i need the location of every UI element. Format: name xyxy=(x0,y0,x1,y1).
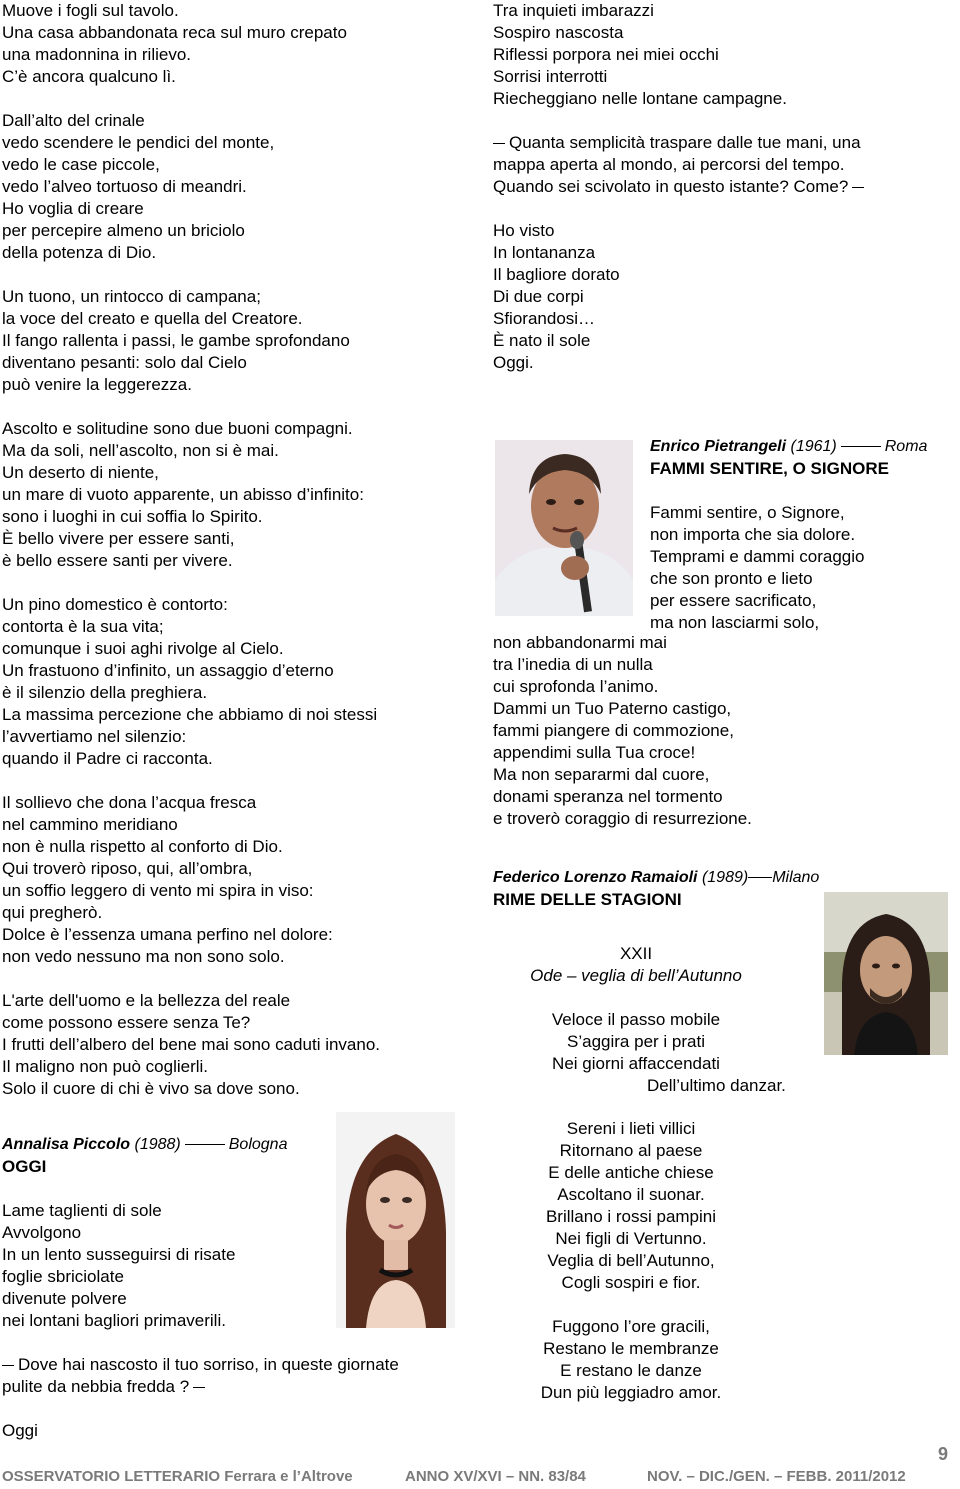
poem-line: Nei giorni affaccendati xyxy=(552,1054,720,1073)
poem-line: non vedo nessuno ma non sono solo. xyxy=(2,947,285,966)
poem-number: XXII xyxy=(619,944,653,963)
poem-line: come possono essere senza Te? xyxy=(2,1013,251,1032)
poem-line: Dun più leggiadro amor. xyxy=(540,1383,722,1402)
poem-line: tra l’inedia di un nulla xyxy=(493,655,653,674)
poem-line: appendimi sulla Tua croce! xyxy=(493,743,696,762)
dash-rule xyxy=(841,446,881,447)
issue-number: ANNO XV/XVI – NN. 83/84 xyxy=(405,1468,586,1485)
poem-line: Dell’ultimo danzar. xyxy=(647,1076,786,1095)
poem-line: I frutti dell’albero del bene mai sono caduti invano. xyxy=(2,1035,381,1054)
dash-rule xyxy=(748,877,772,878)
poem-line: ma non lasciarmi solo, xyxy=(650,613,820,632)
poem-line: che son pronto e lieto xyxy=(650,569,813,588)
author-byline xyxy=(493,867,953,889)
poem-line: Sfiorandosi… xyxy=(493,309,596,328)
stanza xyxy=(650,502,950,634)
poem-line: Ascoltano il suonar. xyxy=(557,1185,705,1204)
pietrangeli-section xyxy=(650,436,950,634)
poem-line: Di due corpi xyxy=(493,287,584,306)
stanza xyxy=(493,132,953,198)
poem-line: Il fango rallenta i passi, le gambe sprofondano xyxy=(2,331,350,350)
poem-line: Oggi. xyxy=(493,353,534,372)
poem-line: mappa aperta al mondo, ai percorsi del tempo. xyxy=(493,155,845,174)
poem-line: Muove i fogli sul tavolo. xyxy=(2,1,179,20)
dash-rule xyxy=(185,1144,225,1145)
poem-line: C’è ancora qualcuno lì. xyxy=(2,67,176,86)
poem-line: nel cammino meridiano xyxy=(2,815,178,834)
poem-line: cui sprofonda l’animo. xyxy=(493,677,659,696)
poem-line: In un lento susseguirsi di risate xyxy=(2,1245,236,1264)
stanza xyxy=(490,1118,772,1294)
stanza xyxy=(2,418,472,572)
stanza xyxy=(2,0,472,88)
poem-line: Sereni i lieti villici xyxy=(566,1119,696,1138)
journal-name: OSSERVATORIO LETTERARIO Ferrara e l’Altrove xyxy=(2,1468,353,1485)
poem-line: Fuggono l’ore gracili, xyxy=(552,1317,710,1336)
poem-line: un soffio leggero di vento mi spira in viso: xyxy=(2,881,314,900)
stanza xyxy=(490,1316,772,1404)
author-year: (1961) xyxy=(790,438,837,455)
poem-title: OGGI xyxy=(2,1157,47,1176)
poem-line: Riflessi porpora nei miei occhi xyxy=(493,45,719,64)
author-photo-piccolo xyxy=(336,1112,455,1328)
stanza xyxy=(493,220,953,374)
author-name: Federico Lorenzo Ramaioli xyxy=(493,869,698,886)
poem-line: Temprami e dammi coraggio xyxy=(650,547,865,566)
stanza xyxy=(2,286,472,396)
poem-line: Lame taglienti di sole xyxy=(2,1201,162,1220)
author-year: (1988) xyxy=(134,1136,181,1153)
poem-line: Una casa abbandonata reca sul muro crepato xyxy=(2,23,347,42)
poem-line: Un tuono, un rintocco di campana; xyxy=(2,287,261,306)
stanza xyxy=(2,792,472,968)
poem-line: Ho visto xyxy=(493,221,555,240)
poem-line: Riecheggiano nelle lontane campagne. xyxy=(493,89,787,108)
poem-line: per percepire almeno un briciolo xyxy=(2,221,245,240)
author-photo-ramaioli xyxy=(824,892,948,1055)
poem-line: Avvolgono xyxy=(2,1223,82,1242)
poem-line: Oggi xyxy=(2,1421,38,1440)
poem-line: e troverò coraggio di resurrezione. xyxy=(493,809,752,828)
poem-line: è bello essere santi per vivere. xyxy=(2,551,233,570)
poem-line: donami speranza nel tormento xyxy=(493,787,723,806)
stanza xyxy=(2,1354,462,1398)
poem-line: vedo le case piccole, xyxy=(2,155,160,174)
poem-line: contorta è la sua vita; xyxy=(2,617,164,636)
poem-line: Fammi sentire, o Signore, xyxy=(650,503,845,522)
author-byline xyxy=(650,436,950,458)
poem-line: Quando sei scivolato in questo istante? Come? xyxy=(493,176,953,198)
issue-date: NOV. – DIC./GEN. – FEBB. 2011/2012 xyxy=(647,1468,906,1485)
poem-line: Qui troverò riposo, qui, all’ombra, xyxy=(2,859,253,878)
author-city: Bologna xyxy=(228,1136,288,1153)
poem-line: quando il Padre ci racconta. xyxy=(2,749,213,768)
page-number: 9 xyxy=(938,1444,949,1464)
pietrangeli-continued xyxy=(493,632,953,830)
poem-line: Il maligno non può coglierli. xyxy=(2,1057,209,1076)
poem-line: Il sollievo che dona l’acqua fresca xyxy=(2,793,257,812)
poem-line: foglie sbriciolate xyxy=(2,1267,124,1286)
poem-line: Sospiro nascosta xyxy=(493,23,624,42)
poem-subtitle: Ode – veglia di bell’Autunno xyxy=(530,966,742,985)
poem-line: Ma non separarmi dal cuore, xyxy=(493,765,710,784)
author-city: Milano xyxy=(772,869,820,886)
author-name: Enrico Pietrangeli xyxy=(650,438,787,455)
poem-line: vedo l’alveo tortuoso di meandri. xyxy=(2,177,247,196)
poem-line: Ma da soli, nell’ascolto, non si è mai. xyxy=(2,441,279,460)
left-poem xyxy=(2,0,472,1122)
page-footer xyxy=(2,1466,952,1488)
poem-line: della potenza di Dio. xyxy=(2,243,157,262)
ramaioli-poem-continued xyxy=(490,1118,772,1426)
poem-line: vedo scendere le pendici del monte, xyxy=(2,133,275,152)
poem-line: la voce del creato e quella del Creatore. xyxy=(2,309,303,328)
poem-line: non importa che sia dolore. xyxy=(650,525,856,544)
stanza xyxy=(493,0,953,110)
dash-rule xyxy=(493,143,505,144)
poem-line: L'arte dell'uomo e la bellezza del reale xyxy=(2,991,291,1010)
poem-line: È bello vivere per essere santi, xyxy=(2,529,235,548)
poem-line: Un pino domestico è contorto: xyxy=(2,595,228,614)
poem-line: Quanta semplicità traspare dalle tue mani, una xyxy=(493,132,953,154)
poem-line: Un frastuono d’infinito, un assaggio d’eterno xyxy=(2,661,334,680)
author-city: Roma xyxy=(884,438,928,455)
poem-line: l’avvertiamo nel silenzio: xyxy=(2,727,187,746)
stanza xyxy=(2,990,472,1100)
author-name: Annalisa Piccolo xyxy=(2,1136,131,1153)
poem-line: può venire la leggerezza. xyxy=(2,375,192,394)
poem-line: diventano pesanti: solo dal Cielo xyxy=(2,353,247,372)
poem-line: non abbandonarmi mai xyxy=(493,633,667,652)
author-photo-pietrangeli xyxy=(495,440,633,616)
poem-line: Tra inquieti imbarazzi xyxy=(493,1,654,20)
poem-line: E restano le danze xyxy=(560,1361,702,1380)
ramaioli-poem xyxy=(490,943,782,1075)
poem-line: La massima percezione che abbiamo di noi stessi xyxy=(2,705,378,724)
poem-line: divenute polvere xyxy=(2,1289,127,1308)
stanza xyxy=(2,594,472,770)
poem-line: In lontananza xyxy=(493,243,596,262)
poem-line: per essere sacrificato, xyxy=(650,591,817,610)
dash-rule xyxy=(2,1365,14,1366)
poem-line: pulite da nebbia fredda ? xyxy=(2,1376,462,1398)
poem-line: Ritornano al paese xyxy=(559,1141,703,1160)
poem-line: Ho voglia di creare xyxy=(2,199,144,218)
poem-line: Il bagliore dorato xyxy=(493,265,620,284)
dash-rule xyxy=(852,187,864,188)
stanza xyxy=(2,110,472,264)
poem-line: sono i luoghi in cui soffia lo Spirito. xyxy=(2,507,263,526)
poem-line: Nei figli di Vertunno. xyxy=(555,1229,707,1248)
author-year: (1989) xyxy=(701,869,749,886)
poem-line: E delle antiche chiese xyxy=(548,1163,714,1182)
poem-line: È nato il sole xyxy=(493,331,591,350)
poem-line: una madonnina in rilievo. xyxy=(2,45,192,64)
poem-line: Veloce il passo mobile xyxy=(551,1010,721,1029)
poem-line: Veglia di bell’Autunno, xyxy=(547,1251,715,1270)
poem-line: nei lontani bagliori primaverili. xyxy=(2,1311,226,1330)
poem-line: Brillano i rossi pampini xyxy=(545,1207,717,1226)
poem-title: FAMMI SENTIRE, O SIGNORE xyxy=(650,459,889,478)
poem-line: Cogli sospiri e fior. xyxy=(561,1273,701,1292)
poem-line: Ascolto e solitudine sono due buoni compagni. xyxy=(2,419,353,438)
poem-line: Solo il cuore di chi è vivo sa dove sono. xyxy=(2,1079,300,1098)
poem-line: non è nulla rispetto al conforto di Dio. xyxy=(2,837,283,856)
right-poem-top xyxy=(493,0,953,396)
dash-rule xyxy=(193,1387,205,1388)
poem-line: Dolce è l’essenza umana perfino nel dolore: xyxy=(2,925,333,944)
poem-line: Dammi un Tuo Paterno castigo, xyxy=(493,699,732,718)
poem-line: un mare di vuoto apparente, un abisso d’infinito: xyxy=(2,485,364,504)
poem-line: Sorrisi interrotti xyxy=(493,67,608,86)
poem-line: è il silenzio della preghiera. xyxy=(2,683,208,702)
poem-line: Restano le membranze xyxy=(543,1339,719,1358)
poem-line: Un deserto di niente, xyxy=(2,463,159,482)
poem-line: Dall’alto del crinale xyxy=(2,111,145,130)
poem-line: Dove hai nascosto il tuo sorriso, in queste giornate xyxy=(2,1354,462,1376)
poem-line: S’aggira per i prati xyxy=(567,1032,705,1051)
poem-line: comunque i suoi aghi rivolge al Cielo. xyxy=(2,639,284,658)
poem-line: fammi piangere di commozione, xyxy=(493,721,734,740)
poem-title: RIME DELLE STAGIONI xyxy=(493,890,682,909)
stanza xyxy=(2,1420,462,1442)
poem-line: qui pregherò. xyxy=(2,903,103,922)
